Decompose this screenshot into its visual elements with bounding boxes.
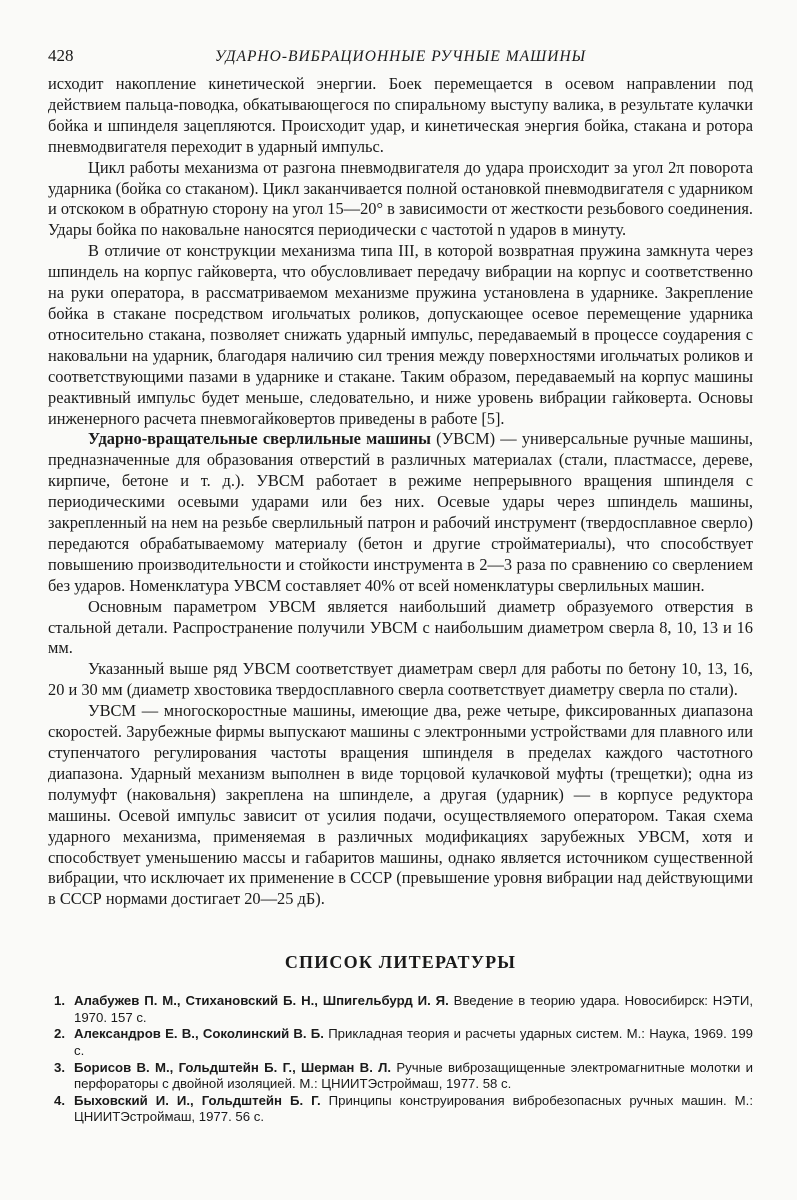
paragraph-text: УВСМ — многоскоростные машины, имеющие два, реже четыре, фиксированных диапазона скоростей. Зарубежные фирмы выпускают машины с электронными устройствами для плавного или ступенчатого регулирования частоты вращения шпинделя в пределах каждого частотного диапазона. Ударный механизм выполнен в виде торцовой кулачковой муфты (трещетки); одна из полумуфт (наковальня) закреплена на шпинделе, а другая (ударник) — в корпусе редуктора машины. Осевой импульс зависит от усилия подачи, осуществляемого оператором. Такая схема ударного механизма, применяемая в различных модификациях зарубежных УВСМ, хотя и способствует уменьшению массы и габаритов машины, однако является источником существенной вибрации, что исключает их применение в СССР (превышение уровня вибрации над действующими в СССР нормами достигает 20—25 дБ). <box>48 701 753 909</box>
paragraph-text: Указанный выше ряд УВСМ соответствует диаметрам сверл для работы по бетону 10, 13, 16, 20 и 30 мм (диаметр хвостовика твердосплавного сверла соответствует диаметру сверла по стали). <box>48 659 753 700</box>
reference-text: Прикладная теория и расчеты ударных систем. М.: Наука, 1969. 199 с. <box>74 1026 753 1059</box>
reference-number: 4. <box>54 1092 65 1108</box>
paragraph-text: Основным параметром УВСМ является наибольший диаметр образуемого отверстия в стальной детали. Распространение получили УВСМ с наибольшим диаметром сверла 8, 10, 13 и 16 мм. <box>48 596 753 658</box>
reference-text: Ручные виброзащищенные электромагнитные молотки и перфораторы с двойной изоляцией. М.: ЦНИИТЭстроймаш, 1977. 58 с. <box>74 1059 754 1092</box>
reference-number: 3. <box>54 1059 65 1075</box>
paragraph <box>48 429 753 596</box>
paragraph-text: В отличие от конструкции механизма типа III, в которой возвратная пружина замкнута через шпиндель на корпус гайковерта, что обусловливает передачу вибрации на корпус и соответственно на руки оператора, в рассматриваемом механизме пружина установлена в ударнике. Закрепление бойка в стакане посредством игольчатых роликов, допускающее осевое перемещение ударника относительно стакана, позволяет снижать ударный импульс, передаваемый в процессе соударения с наковальни на ударник, благодаря наличию сил трения между поверхностями игольчатых роликов и соответствующими пазами в ударнике и стакане. Таким образом, передаваемый на корпус машины реактивный импульс будет меньше, следовательно, и ниже уровень вибрации гайковерта. Основы инженерного расчета пневмогайковертов приведены в работе [5]. <box>48 241 753 428</box>
reference-authors: Быховский И. И., Гольдштейн Б. Г. <box>74 1092 321 1108</box>
reference-item <box>48 1093 753 1126</box>
running-title: УДАРНО-ВИБРАЦИОННЫЕ РУЧНЫЕ МАШИНЫ <box>214 48 587 65</box>
page-header <box>48 46 753 74</box>
reference-authors: Алабужев П. М., Стихановский Б. Н., Шпигельбурд И. Я. <box>74 993 449 1009</box>
reference-number: 1. <box>54 993 65 1009</box>
reference-number: 2. <box>54 1026 65 1042</box>
paragraph <box>48 659 753 701</box>
paragraph <box>48 701 753 910</box>
body-text <box>48 74 753 910</box>
paragraph <box>48 158 753 242</box>
reference-authors: Александров Е. В., Соколинский В. Б. <box>74 1026 324 1042</box>
page-number: 428 <box>48 46 74 65</box>
references-list <box>48 993 753 1126</box>
run-in-heading: Ударно-вращательные сверлильные машины <box>88 429 431 449</box>
reference-text: Принципы конструирования вибробезопасных ручных машин. М.: ЦНИИТЭстроймаш, 1977. 56 с. <box>74 1092 753 1125</box>
paragraph-text: исходит накопление кинетической энергии. Боек перемещается в осевом направлении под действием пальца-поводка, обкатывающегося по спиральному выступу валика, в результате кулачки бойка и шпинделя зацепляются. Происходит удар, и кинетическая энергия бойка, стакана и ротора пневмодвигателя переходит в ударный импульс. <box>48 74 753 156</box>
reference-item <box>48 993 753 1026</box>
paragraph <box>48 74 753 158</box>
paragraph-text: Цикл работы механизма от разгона пневмодвигателя до удара происходит за угол 2π поворота ударника (бойка со стаканом). Цикл заканчивается полной остановкой пневмодвигателя с ударником и отскоком в обратную сторону на угол 15—20° в зависимости от жесткости резьбового соединения. Удары бойка по наковальне наносятся периодически с частотой n ударов в минуту. <box>48 157 753 240</box>
paragraph <box>48 241 753 429</box>
paragraph <box>48 597 753 660</box>
reference-item <box>48 1060 753 1093</box>
paragraph-text: (УВСМ) — универсальные ручные машины, предназначенные для образования отверстий в различных материалах (стали, пластмассе, дереве, кирпиче, бетоне и т. д.). УВСМ работает в режиме непрерывного вращения шпинделя с периодическими осевыми ударами или без них. Осевые удары через шпиндель машины, закрепленный на нем на резьбе сверлильный патрон и рабочий инструмент (твердосплавное сверло) передаются обрабатываемому материалу (бетон и другие стройматериалы), что способствует повышению производительности и стойкости инструмента в 2—3 раза по сравнению со сверлением без ударов. Номенклатура УВСМ составляет 40% от всей номенклатуры сверлильных машин. <box>48 429 753 595</box>
reference-authors: Борисов В. М., Гольдштейн Б. Г., Шерман В. Л. <box>74 1059 392 1075</box>
reference-item <box>48 1026 753 1059</box>
reference-text: Введение в теорию удара. Новосибирск: НЭТИ, 1970. 157 с. <box>74 993 753 1025</box>
references-heading: СПИСОК ЛИТЕРАТУРЫ <box>284 952 517 973</box>
